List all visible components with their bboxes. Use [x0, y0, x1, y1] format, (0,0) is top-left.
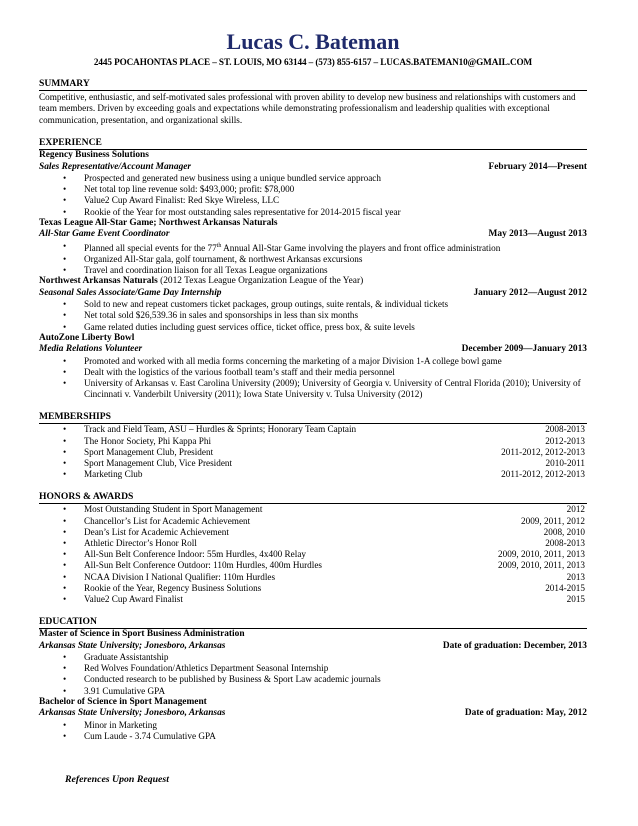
list-item-years: 2011-2012, 2012-2013: [501, 469, 585, 480]
bullet-icon: •: [63, 730, 67, 741]
bullet-icon: •: [63, 321, 67, 332]
list-item-text: 3.91 Cumulative GPA: [84, 685, 166, 696]
job-bullets: [39, 173, 587, 218]
role-row: [39, 162, 587, 173]
bullet-icon: •: [63, 253, 67, 264]
list-item: [39, 254, 587, 265]
section-heading-memberships: MEMBERSHIPS: [39, 411, 587, 424]
bullet-icon: •: [63, 652, 67, 663]
graduation-date: Date of graduation: May, 2012: [464, 708, 587, 719]
bullet-icon: •: [63, 435, 67, 446]
bullet-icon: •: [63, 377, 67, 388]
list-item-label: The Honor Society, Phi Kappa Phi: [84, 435, 211, 446]
employer-label: AutoZone Liberty Bowl: [39, 332, 135, 343]
bullet-icon: •: [63, 355, 67, 366]
references-note: References Upon Request: [65, 774, 169, 785]
bullet-icon: •: [63, 424, 67, 435]
school-name: Arkansas State University; Jonesboro, Arkansas: [39, 708, 226, 719]
bullet-icon: •: [63, 173, 67, 184]
job-dates: May 2013—August 2013: [488, 229, 587, 240]
bullet-icon: •: [63, 457, 67, 468]
list-item: [39, 173, 587, 184]
list-item-text: Organized All-Star gala, golf tournament, & northwest Arkansas excursions: [84, 253, 363, 264]
school-name: Arkansas State University; Jonesboro, Arkansas: [39, 640, 226, 651]
bullet-icon: •: [63, 206, 67, 217]
list-item-years: 2009, 2011, 2012: [521, 515, 585, 526]
section-heading-summary: SUMMARY: [39, 78, 587, 91]
employer-name: [39, 276, 587, 287]
section-heading-education: EDUCATION: [39, 616, 587, 629]
experience-list: [39, 150, 587, 400]
bullet-icon: •: [63, 469, 67, 480]
role-row: [39, 344, 587, 355]
section-heading-honors: HONORS & AWARDS: [39, 491, 587, 504]
list-item: [39, 184, 587, 195]
employer-label: Regency Business Solutions: [39, 150, 149, 161]
section-heading-experience: EXPERIENCE: [39, 137, 587, 150]
bullet-icon: •: [63, 663, 67, 674]
list-item: [39, 516, 587, 527]
list-item-text: Travel and coordination liaison for all Texas League organizations: [84, 265, 328, 276]
list-item: [39, 538, 587, 549]
list-item: [39, 686, 587, 697]
list-item-label: Athletic Director’s Honor Roll: [84, 538, 197, 548]
list-item-text: University of Arkansas v. East Carolina University (2009); University of Georgia v. University of Central Florida (2010); University of Cincinnati v. Vanderbilt University (2011); Iowa State University v. Tulsa University (2012): [84, 377, 581, 400]
list-item: [39, 469, 587, 480]
honors-list: [39, 504, 587, 605]
list-item: [39, 572, 587, 583]
list-item-text: Red Wolves Foundation/Athletics Department Seasonal Internship: [84, 663, 329, 674]
school-row: [39, 708, 587, 719]
list-item-text: Game related duties including guest services office, ticket office, press box, & suite levels: [84, 321, 415, 332]
education-list: [39, 629, 587, 742]
list-item-years: 2009, 2010, 2011, 2013: [498, 549, 585, 560]
list-item: [39, 447, 587, 458]
list-item: [39, 195, 587, 206]
list-item: [39, 299, 587, 310]
list-item-text: Minor in Marketing: [84, 719, 157, 730]
bullet-icon: •: [63, 504, 67, 515]
list-item-text: Dealt with the logistics of the various football team’s staff and their media personnel: [84, 366, 395, 377]
memberships-list: [39, 424, 587, 480]
list-item-label: Sport Management Club, Vice President: [84, 457, 233, 468]
employer-name: [39, 150, 587, 161]
degree-bullets: [39, 652, 587, 697]
job-title: Sales Representative/Account Manager: [39, 161, 192, 172]
job-title: Seasonal Sales Associate/Game Day Internship: [39, 287, 222, 298]
job-bullets: [39, 299, 587, 333]
list-item-years: 2014-2015: [545, 582, 585, 593]
list-item: [39, 583, 587, 594]
list-item-years: 2008, 2010: [543, 526, 585, 537]
graduation-date: Date of graduation: December, 2013: [442, 640, 587, 651]
list-item: [39, 207, 587, 218]
bullet-icon: •: [63, 685, 67, 696]
role-row: [39, 229, 587, 240]
bullet-icon: •: [63, 184, 67, 195]
list-item-label: Marketing Club: [84, 469, 143, 480]
degree-title: Bachelor of Science in Sport Management: [39, 696, 207, 707]
resume-page: [39, 30, 587, 742]
bullet-icon: •: [63, 265, 67, 276]
job-title: Media Relations Volunteer: [39, 344, 143, 355]
role-row: [39, 288, 587, 299]
list-item-label: NCAA Division I National Qualifier: 110m Hurdles: [84, 571, 276, 582]
list-item-years: 2012-2013: [545, 435, 585, 446]
list-item-years: 2008-2013: [545, 424, 585, 435]
employer-name: [39, 333, 587, 344]
list-item-label: Value2 Cup Award Finalist: [84, 594, 183, 605]
job-bullets: [39, 241, 587, 277]
list-item: [39, 504, 587, 515]
bullet-icon: •: [63, 515, 67, 526]
degree-bullets: [39, 720, 587, 742]
list-item-text: Conducted research to be published by Business & Sport Law academic journals: [84, 674, 381, 685]
bullet-icon: •: [63, 366, 67, 377]
list-item: [39, 310, 587, 321]
contact-line: 2445 POCAHONTAS PLACE – ST. LOUIS, MO 63144 – (573) 855-6157 – LUCAS.BATEMAN10@GMAIL.COM: [93, 57, 533, 67]
list-item-text: Graduate Assistantship: [84, 652, 169, 663]
list-item-label: All-Sun Belt Conference Outdoor: 110m Hurdles, 400m Hurdles: [84, 560, 322, 571]
list-item-years: 2013: [566, 571, 585, 582]
list-item-label: All-Sun Belt Conference Indoor: 55m Hurdles, 4x400 Relay: [84, 549, 306, 560]
job-dates: February 2014—Present: [488, 161, 587, 172]
job-dates: December 2009—January 2013: [461, 344, 587, 355]
employer-name: [39, 218, 587, 229]
list-item: [39, 549, 587, 560]
list-item-text: Promoted and worked with all media forms concerning the marketing of a major Division 1-A college bowl game: [84, 355, 502, 366]
employer-note: (2012 Texas League Organization League of the Year): [157, 276, 364, 287]
list-item: [39, 731, 587, 742]
list-item: [39, 652, 587, 663]
bullet-icon: •: [63, 594, 67, 605]
list-item-years: 2011-2012, 2012-2013: [501, 446, 585, 457]
list-item: [39, 424, 587, 435]
list-item: [39, 674, 587, 685]
job-dates: January 2012—August 2012: [473, 287, 587, 298]
bullet-icon: •: [63, 719, 67, 730]
list-item: [39, 594, 587, 605]
bullet-icon: •: [63, 560, 67, 571]
list-item-text: Net total top line revenue sold: $493,000; profit: $78,000: [84, 184, 295, 195]
list-item-label: Dean’s List for Academic Achievement: [84, 526, 229, 537]
list-item-years: 2010-2011: [545, 457, 585, 468]
employer-label: Texas League All-Star Game; Northwest Arkansas Naturals: [39, 217, 278, 228]
job-bullets: [39, 356, 587, 401]
bullet-icon: •: [63, 195, 67, 206]
bullet-icon: •: [63, 674, 67, 685]
bullet-icon: •: [63, 240, 67, 251]
bullet-icon: •: [63, 571, 67, 582]
list-item: [39, 241, 587, 254]
list-item: [39, 356, 587, 367]
list-item-years: 2008-2013: [545, 538, 585, 548]
list-item-text: Cum Laude - 3.74 Cumulative GPA: [84, 730, 216, 741]
list-item: [39, 265, 587, 276]
bullet-icon: •: [63, 299, 67, 310]
list-item-label: Rookie of the Year, Regency Business Solutions: [84, 582, 262, 593]
bullet-icon: •: [63, 582, 67, 593]
list-item: [39, 560, 587, 571]
job-title: All-Star Game Event Coordinator: [39, 229, 170, 240]
list-item: [39, 436, 587, 447]
list-item: [39, 458, 587, 469]
bullet-icon: •: [63, 310, 67, 321]
list-item-text: Rookie of the Year for most outstanding sales representative for 2014-2015 fiscal year: [84, 206, 401, 217]
bullet-icon: •: [63, 446, 67, 457]
list-item: [39, 720, 587, 731]
list-item-years: 2015: [566, 594, 585, 605]
bullet-icon: •: [63, 526, 67, 537]
list-item-text: Prospected and generated new business using a unique bundled service approach: [84, 173, 381, 184]
list-item-label: Sport Management Club, President: [84, 446, 214, 457]
candidate-name: Lucas C. Bateman: [226, 29, 400, 54]
bullet-icon: •: [63, 549, 67, 560]
list-item: [39, 378, 587, 400]
list-item-text: Sold to new and repeat customers ticket packages, group outings, suite rentals, & individual tickets: [84, 299, 449, 310]
list-item: [39, 322, 587, 333]
degree-title: Master of Science in Sport Business Administration: [39, 629, 245, 640]
list-item-text: Planned all special events for the 77th Annual All-Star Game involving the players and front office administration: [84, 242, 501, 253]
list-item-years: 2012: [566, 504, 585, 515]
list-item: [39, 367, 587, 378]
list-item-text: Value2 Cup Award Finalist: Red Skye Wireless, LLC: [84, 195, 280, 206]
school-row: [39, 641, 587, 652]
list-item-years: 2009, 2010, 2011, 2013: [498, 560, 585, 571]
summary-text: Competitive, enthusiastic, and self-motivated sales professional with proven ability to develop new business and relationships with customers and team members. Driven by exceeding goals and expectations while demonstrating professionalism and leadership qualities with exceptional communication, presentation, and organizational skills.: [39, 92, 576, 125]
bullet-icon: •: [63, 538, 67, 548]
list-item-text: Net total sold $26,539.36 in sales and sponsorships in less than six months: [84, 310, 359, 321]
list-item-label: Most Outstanding Student in Sport Management: [84, 504, 263, 515]
employer-label: Northwest Arkansas Naturals: [39, 276, 158, 287]
list-item: [39, 527, 587, 538]
list-item-label: Chancellor’s List for Academic Achievement: [84, 515, 251, 526]
list-item: [39, 663, 587, 674]
list-item-label: Track and Field Team, ASU – Hurdles & Sprints; Honorary Team Captain: [84, 424, 357, 435]
